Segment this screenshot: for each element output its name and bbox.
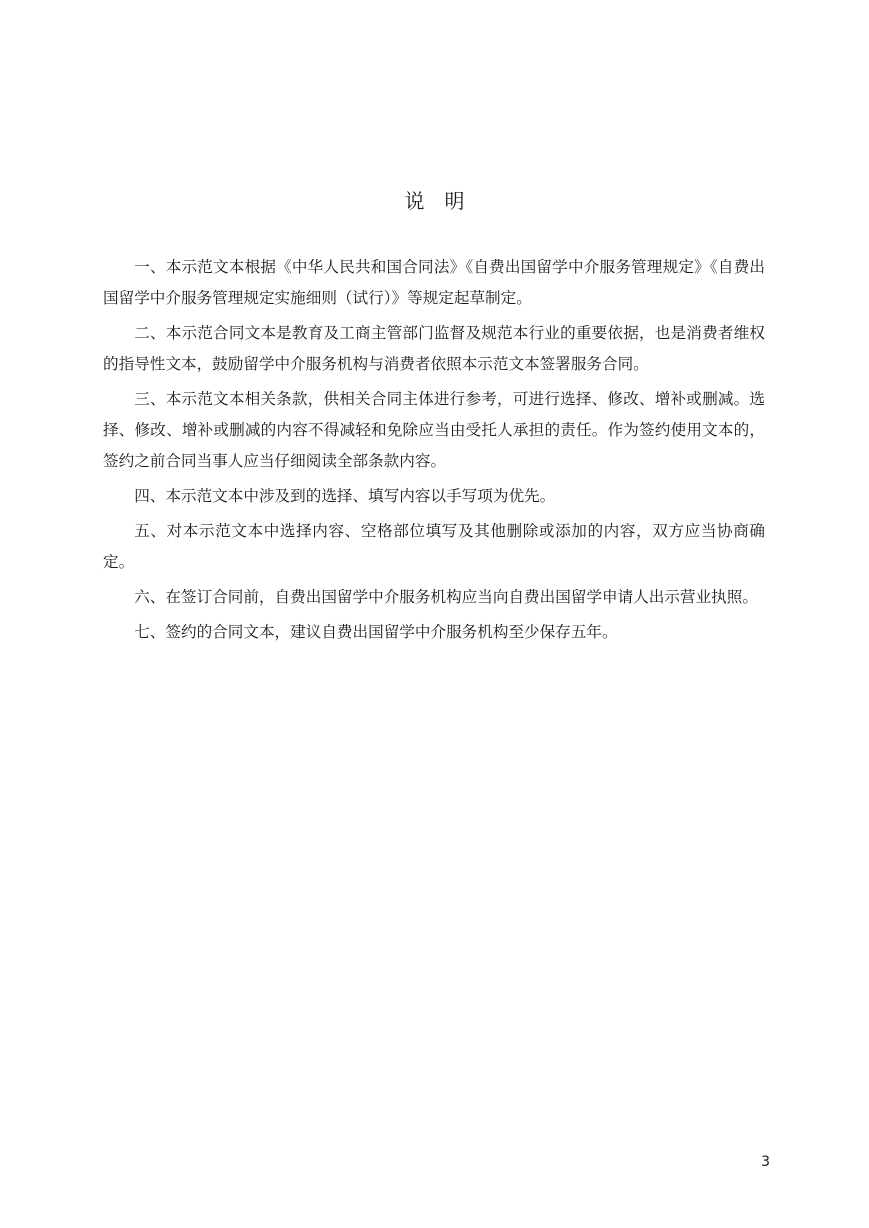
paragraph-3: 三、本示范文本相关条款，供相关合同主体进行参考，可进行选择、修改、增补或删减。选择、修改、增补或删减的内容不得减轻和免除应当由受托人承担的责任。作为签约使用文本的，签约之前合同当事人应当仔细阅读全部条款内容。	[103, 390, 765, 470]
paragraph-2: 二、本示范合同文本是教育及工商主管部门监督及规范本行业的重要依据，也是消费者维权的指导性文本，鼓励留学中介服务机构与消费者依照本示范文本签署服务合同。	[103, 324, 765, 373]
paragraph-4: 四、本示范文本中涉及到的选择、填写内容以手写项为优先。	[134, 487, 556, 505]
paragraph-5: 五、对本示范文本中选择内容、空格部位填写及其他删除或添加的内容，双方应当协商确定。	[103, 522, 765, 571]
paragraph-7: 七、签约的合同文本，建议自费出国留学中介服务机构至少保存五年。	[134, 623, 618, 641]
paragraph-6: 六、在签订合同前，自费出国留学中介服务机构应当向自费出国留学申请人出示营业执照。	[134, 588, 758, 606]
page-title: 说 明	[404, 189, 465, 213]
page-number: 3	[761, 1154, 770, 1170]
document-body	[103, 252, 765, 652]
paragraph-1: 一、本示范文本根据《中华人民共和国合同法》《自费出国留学中介服务管理规定》《自费出国留学中介服务管理规定实施细则（试行）》等规定起草制定。	[103, 258, 765, 307]
